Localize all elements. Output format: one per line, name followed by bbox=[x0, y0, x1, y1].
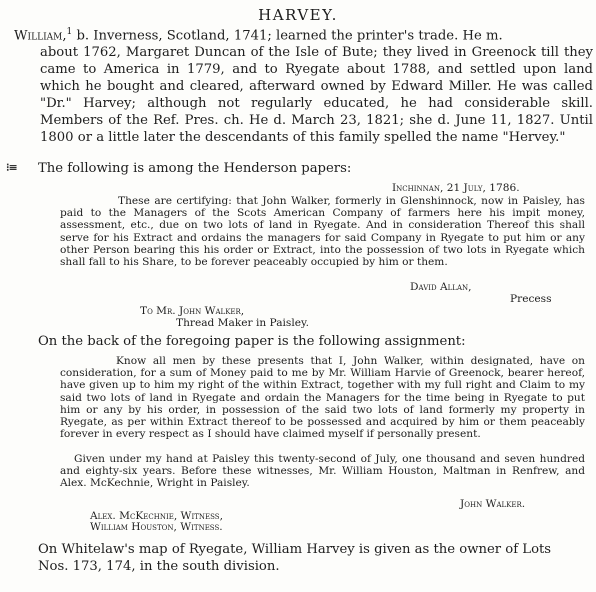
assignment-intro: On the back of the foregoing paper is the following assignment: bbox=[38, 334, 466, 349]
margin-mark-icon: ⁝≡ bbox=[6, 161, 17, 174]
entry-body: about 1762, Margaret Duncan of the Isle of Bute; they lived in Greenock till they came to America in 1779, and to Ryegate about 1788, and settled upon land which he bought and cleared, afterward owned by Edward Miller. He was called "Dr." Harvey; although not regularly educated, he had considerable skill. Members of the Ref. Pres. ch. He d. March 23, 1821; she d. June 11, 1827. Until 1800 or a little later the descendants of this family spelled the name "Hervey." bbox=[40, 45, 593, 146]
footnote-marker: 1 bbox=[66, 27, 73, 37]
henderson-signer-title: Precess bbox=[510, 293, 552, 305]
assignment-text-1: Know all men by these presents that I, John Walker, within designated, have on consideration, for a sum of Money paid to me by Mr. William Harvie of Greenock, bearer hereof, have given up to him my right of the within Extract, together with my full right and Claim to my said two lots of land in Ryegate and ordain the Managers for the time being in Ryegate to put him or any by his order, in possession of the said two lots of land formerly my property in Ryegate, as per within Extract thereof to be possessed and acquired by him or them peaceably forever in every respect as I should have claimed myself if personally present. bbox=[60, 355, 585, 441]
henderson-signer: David Allan, bbox=[410, 281, 472, 293]
henderson-certificate-text: These are certifying: that John Walker, formerly in Glenshinnock, now in Paisley, has paid to the Managers of the Scots American Company of farmers here his impit money, assessment, etc., due on two lots of land in Ryegate. And in consideration Thereof this shall serve for his Extract and ordains the managers for said Company in Ryegate to put him or any other Person bearing this his order or Extract, into the possession of two lots in Ryegate which shall fall to his Share, to be forever peaceably occupied by him or them. bbox=[60, 195, 585, 269]
page-title: HARVEY. bbox=[258, 6, 338, 24]
witness-2: William Houston, Witness. bbox=[90, 521, 223, 533]
henderson-intro: The following is among the Henderson papers: bbox=[38, 161, 352, 176]
assignment-text-2: Given under my hand at Paisley this twenty-second of July, one thousand and seven hundred and eighty-six years. Before these witnesses, Mr. William Houston, Maltman in Renfrew, and Alex. McKechnie, Wright in Paisley. bbox=[60, 453, 585, 490]
henderson-to-sub: Thread Maker in Paisley. bbox=[176, 317, 309, 329]
closing-paragraph: On Whitelaw's map of Ryegate, William Harvey is given as the owner of Lots Nos. 173, 174, in the south division. bbox=[38, 542, 552, 574]
entry-name: William, bbox=[14, 28, 67, 44]
entry-line1: b. Inverness, Scotland, 1741; learned the printer's trade. He m. bbox=[72, 28, 503, 44]
witness-1: Alex. McKechnie, Witness, bbox=[90, 510, 223, 522]
henderson-dateline: Inchinnan, 21 July, 1786. bbox=[392, 182, 520, 194]
assignment-signer: John Walker. bbox=[460, 498, 526, 510]
william-harvey-entry bbox=[14, 24, 593, 146]
entry-first-line bbox=[14, 24, 593, 44]
henderson-to-line: To Mr. John Walker, bbox=[140, 305, 245, 317]
